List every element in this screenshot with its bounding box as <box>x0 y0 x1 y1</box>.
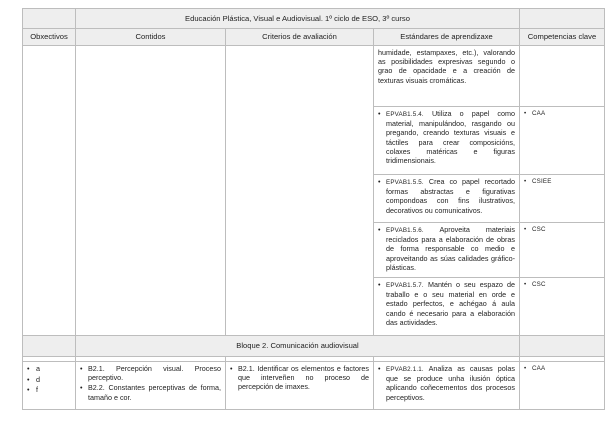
standard-text: Aproveita materiais reciclados para a elaboración de obras de forma responsable co medio e aproveitando as súas calidades gráfico-plásticas. <box>386 225 515 272</box>
column-header-contents: Contidos <box>76 29 226 46</box>
curriculum-table <box>22 8 605 410</box>
standard-code: EPVAB2.1.1. <box>386 366 424 373</box>
table-row <box>23 46 605 107</box>
competence-badge: • CAA <box>524 364 600 373</box>
competence-cell <box>520 175 605 223</box>
criteria-cell <box>226 46 374 336</box>
list-item: • d <box>27 375 71 386</box>
standard-text: Mantén o seu espazo de traballo e o seu material en orde e estado perfectos, e achégao á aula cando é necesario para a elaboración das actividades. <box>386 280 516 327</box>
criteria-text: • B2.1. Identificar os elementos e factores que interveñen no proceso de percepción de imaxes. <box>230 364 369 392</box>
competence-badge: • CSC <box>524 225 600 234</box>
standard-cell <box>374 46 520 107</box>
competence-cell <box>520 46 605 107</box>
objectives-list <box>27 364 71 396</box>
table-title-row <box>23 9 605 29</box>
competence-cell <box>520 223 605 278</box>
contents-cell <box>76 362 226 410</box>
standard-code: EPVAB1.5.7. <box>386 282 424 289</box>
standard-text: humidade, estampaxes, etc.), valorando as posibilidades expresivas segundo o grao de opacidade e a creación de texturas visuais cromáticas. <box>378 48 515 85</box>
standard-code: EPVAB1.5.5. <box>386 179 424 186</box>
criteria-cell <box>226 362 374 410</box>
standard-code: EPVAB1.5.6. <box>386 227 424 234</box>
standard-cell <box>374 362 520 410</box>
standard-cell <box>374 223 520 278</box>
competence-cell <box>520 107 605 175</box>
block-title: Bloque 2. Comunicación audiovisual <box>76 336 520 357</box>
standard-code: EPVAB1.5.4. <box>386 111 424 118</box>
standard-cell <box>374 107 520 175</box>
block-header-row <box>23 336 605 357</box>
standard-cell <box>374 278 520 336</box>
competence-badge: • CAA <box>524 109 600 118</box>
table-row <box>23 362 605 410</box>
standard-text: Crea co papel recortado formas abstractas e figurativas compondoas con fins ilustrativos, decorativos ou comunicativos. <box>386 177 515 215</box>
standard-text: Analiza as causas polas que se produce unha ilusión óptica aplicando coñecementos dos procesos perceptivos. <box>386 364 515 402</box>
competence-badge: • CSC <box>524 280 600 289</box>
objectives-cell <box>23 46 76 336</box>
column-header-objectives: Obxectivos <box>23 29 76 46</box>
standard-cell <box>374 175 520 223</box>
list-item: • a <box>27 364 71 375</box>
column-header-standards: Estándares de aprendizaxe <box>374 29 520 46</box>
table-title: Educación Plástica, Visual e Audiovisual. 1º ciclo de ESO, 3º curso <box>76 9 520 29</box>
objectives-cell <box>23 362 76 410</box>
column-header-criteria: Criterios de avaliación <box>226 29 374 46</box>
competence-cell <box>520 362 605 410</box>
list-item: • B2.2. Constantes perceptivas de forma, tamaño e cor. <box>80 383 221 401</box>
competence-cell <box>520 278 605 336</box>
standard-text: Utiliza o papel como material, manipulándoo, rasgando ou pregando, creando texturas visuais e táctiles para crear composicións, colaxes matéricas e figuras tridimensionais. <box>386 109 515 166</box>
competence-badge: • CSIEE <box>524 177 600 186</box>
list-item: • B2.1. Percepción visual. Proceso perceptivo. <box>80 364 221 382</box>
column-header-row <box>23 29 605 46</box>
list-item: • f <box>27 385 71 396</box>
contents-cell <box>76 46 226 336</box>
column-header-competences: Competencias clave <box>520 29 605 46</box>
